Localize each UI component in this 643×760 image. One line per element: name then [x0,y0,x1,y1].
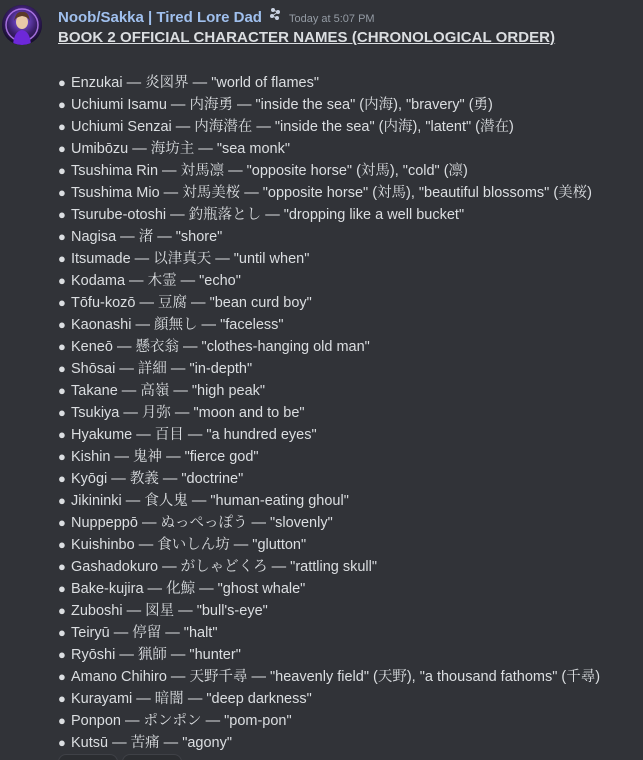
bullet-icon: ● [58,581,66,596]
list-item [58,490,600,512]
reaction-button[interactable] [122,754,182,760]
timestamp: Today at 5:07 PM [288,13,375,25]
list-item-text: Enzukai — 炎図界 — "world of flames" [71,75,320,91]
list-item-text: Amano Chihiro — 天野千尋 — "heavenly field" (天野), "a thousand fathoms" (千尋) [71,669,601,685]
list-item [58,710,600,732]
bullet-icon: ● [58,339,66,354]
list-item-text: Tsurube-otoshi — 釣瓶落とし — "dropping like a well bucket" [71,207,465,223]
list-item-text: Kurayami — 暗闇 — "deep darkness" [71,691,312,707]
bullet-icon: ● [58,405,66,420]
list-item [58,138,600,160]
bullet-icon: ● [58,273,66,288]
list-item-text: Itsumade — 以津真天 — "until when" [71,251,310,267]
reaction-bar [58,754,182,760]
avatar[interactable] [2,5,42,45]
list-item-text: Kishin — 鬼神 — "fierce god" [71,449,259,465]
bullet-icon: ● [58,119,66,134]
list-item [58,160,600,182]
list-item-text: Tsukiya — 月弥 — "moon and to be" [71,405,305,421]
list-item-text: Ryōshi — 猟師 — "hunter" [71,647,241,663]
list-item-text: Shōsai — 詳細 — "in-depth" [71,361,253,377]
list-item-text: Kuishinbo — 食いしん坊 — "glutton" [71,537,307,553]
bullet-icon: ● [58,207,66,222]
list-item [58,72,600,94]
message-title: BOOK 2 OFFICIAL CHARACTER NAMES (CHRONOLOGICAL ORDER) [58,29,556,46]
list-item [58,424,600,446]
list-item [58,468,600,490]
list-item-text: Bake-kujira — 化鯨 — "ghost whale" [71,581,306,597]
bullet-icon: ● [58,185,66,200]
list-item-text: Umibōzu — 海坊主 — "sea monk" [71,141,290,157]
bullet-icon: ● [58,691,66,706]
list-item-text: Nagisa — 渚 — "shore" [71,229,223,245]
reaction-button[interactable] [58,754,118,760]
list-item-text: Kodama — 木霊 — "echo" [71,273,241,289]
list-item-text: Ponpon — ポンポン — "pom-pon" [71,713,292,729]
role-badge-icon [267,6,283,22]
character-name-list [58,72,600,754]
list-item [58,248,600,270]
list-item [58,116,600,138]
list-item [58,336,600,358]
list-item-text: Takane — 高嶺 — "high peak" [71,383,266,399]
list-item [58,292,600,314]
list-item [58,270,600,292]
bullet-icon: ● [58,669,66,684]
bullet-icon: ● [58,471,66,486]
list-item-text: Jikininki — 食人鬼 — "human-eating ghoul" [71,493,349,509]
list-item [58,226,600,248]
list-item [58,534,600,556]
bullet-icon: ● [58,295,66,310]
bullet-icon: ● [58,537,66,552]
bullet-icon: ● [58,251,66,266]
bullet-icon: ● [58,559,66,574]
list-item [58,644,600,666]
list-item-text: Hyakume — 百目 — "a hundred eyes" [71,427,317,443]
list-item-text: Kaonashi — 顔無し — "faceless" [71,317,284,333]
list-item-text: Kyōgi — 教義 — "doctrine" [71,471,244,487]
list-item-text: Teiryū — 停留 — "halt" [71,625,218,641]
list-item [58,182,600,204]
list-item [58,446,600,468]
list-item [58,578,600,600]
list-item-text: Tsushima Mio — 対馬美桜 — "opposite horse" (対馬), "beautiful blossoms" (美桜) [71,185,592,201]
bullet-icon: ● [58,163,66,178]
list-item-text: Tsushima Rin — 対馬凛 — "opposite horse" (対馬), "cold" (凛) [71,163,468,179]
bullet-icon: ● [58,515,66,530]
bullet-icon: ● [58,383,66,398]
list-item-text: Zuboshi — 図星 — "bull's-eye" [71,603,268,619]
message-header [58,6,375,26]
bullet-icon: ● [58,97,66,112]
list-item [58,622,600,644]
list-item [58,204,600,226]
username[interactable]: Noob/Sakka | Tired Lore Dad [58,9,262,26]
bullet-icon: ● [58,647,66,662]
list-item [58,380,600,402]
list-item-text: Tōfu-kozō — 豆腐 — "bean curd boy" [71,295,312,311]
bullet-icon: ● [58,361,66,376]
bullet-icon: ● [58,493,66,508]
bullet-icon: ● [58,713,66,728]
bullet-icon: ● [58,735,66,750]
list-item [58,512,600,534]
list-item [58,732,600,754]
list-item [58,688,600,710]
list-item [58,402,600,424]
list-item-text: Keneō — 懸衣翁 — "clothes-hanging old man" [71,339,370,355]
list-item-text: Uchiumi Isamu — 内海勇 — "inside the sea" (内海), "bravery" (勇) [71,97,493,113]
list-item [58,600,600,622]
list-item [58,556,600,578]
bullet-icon: ● [58,317,66,332]
list-item [58,314,600,336]
list-item [58,666,600,688]
list-item [58,358,600,380]
list-item-text: Uchiumi Senzai — 内海潜在 — "inside the sea" (内海), "latent" (潜在) [71,119,514,135]
bullet-icon: ● [58,229,66,244]
list-item [58,94,600,116]
bullet-icon: ● [58,603,66,618]
bullet-icon: ● [58,427,66,442]
bullet-icon: ● [58,141,66,156]
bullet-icon: ● [58,75,66,90]
bullet-icon: ● [58,449,66,464]
list-item-text: Gashadokuro — がしゃどくろ — "rattling skull" [71,559,378,575]
list-item-text: Kutsū — 苦痛 — "agony" [71,735,232,751]
bullet-icon: ● [58,625,66,640]
list-item-text: Nuppeppō — ぬっぺっぽう — "slovenly" [71,515,333,531]
